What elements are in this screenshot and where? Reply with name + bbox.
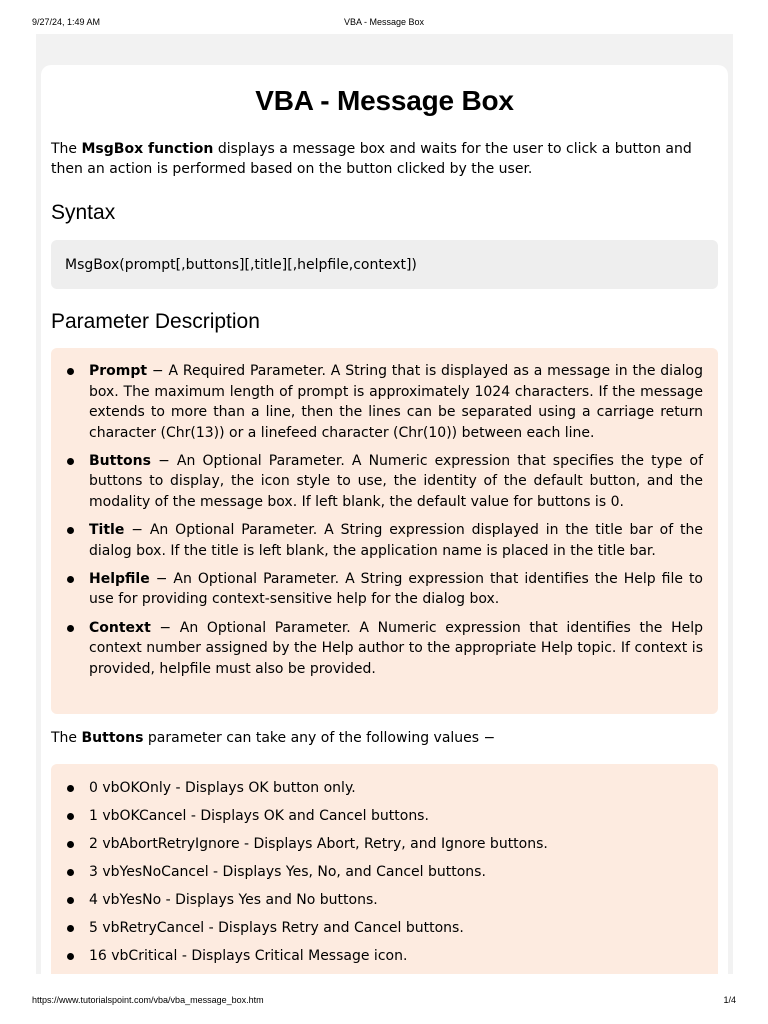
- parameter-item: [89, 618, 703, 680]
- parameter-heading: Parameter Description: [51, 310, 260, 333]
- parameter-item: [89, 361, 703, 443]
- parameter-desc: − An Optional Parameter. A Numeric expression that identifies the Help context number assigned by the Help author to the appropriate Help topic. If context is provided, helpfile must also be provided.: [89, 619, 703, 677]
- bullet-icon: [67, 527, 74, 534]
- button-value-text: 2 vbAbortRetryIgnore - Displays Abort, Retry, and Ignore buttons.: [89, 836, 548, 852]
- bullet-icon: [67, 897, 74, 904]
- parameter-item: [89, 520, 703, 561]
- parameter-list: [89, 361, 703, 679]
- syntax-code: MsgBox(prompt[,buttons][,title][,helpfile,context]): [65, 257, 417, 273]
- intro-bold: MsgBox function: [81, 141, 214, 157]
- print-url: https://www.tutorialspoint.com/vba/vba_message_box.htm: [32, 995, 264, 1005]
- button-value-item: [89, 778, 703, 806]
- button-value-text: 4 vbYesNo - Displays Yes and No buttons.: [89, 892, 378, 908]
- button-values-list: [89, 778, 703, 974]
- button-value-item: [89, 946, 703, 974]
- button-values-box: [51, 764, 718, 974]
- intro-pre: The: [51, 141, 82, 157]
- button-value-item: [89, 918, 703, 946]
- parameter-name: Helpfile: [89, 570, 150, 587]
- page-background: [36, 34, 733, 974]
- article-card: [41, 65, 728, 974]
- buttons-intro-paragraph: [51, 728, 495, 748]
- button-value-item: [89, 834, 703, 862]
- parameter-desc: − A Required Parameter. A String that is displayed as a message in the dialog box. The maximum length of prompt is approximately 1024 characters. If the message extends to more than a line, then the lines can be separated using a carriage return character (Chr(13)) or a linefeed character (Chr(10)) between each line.: [89, 363, 703, 441]
- bullet-icon: [67, 925, 74, 932]
- print-header: [0, 17, 768, 31]
- bullet-icon: [67, 869, 74, 876]
- buttons-intro-pre: The: [51, 730, 82, 746]
- print-title: VBA - Message Box: [343, 17, 425, 27]
- intro-paragraph: [51, 139, 718, 179]
- parameter-name: Buttons: [89, 452, 151, 469]
- button-value-item: [89, 890, 703, 918]
- button-value-text: 1 vbOKCancel - Displays OK and Cancel buttons.: [89, 808, 429, 824]
- button-value-item: [89, 806, 703, 834]
- parameter-name: Title: [89, 522, 125, 539]
- bullet-icon: [67, 953, 74, 960]
- bullet-icon: [67, 785, 74, 792]
- page-title: VBA - Message Box: [255, 85, 514, 116]
- parameter-list-box: [51, 348, 718, 714]
- print-date: 9/27/24, 1:49 AM: [32, 17, 101, 27]
- button-value-item: [89, 862, 703, 890]
- bullet-icon: [67, 368, 74, 375]
- syntax-code-block: [51, 240, 718, 289]
- parameter-item: [89, 569, 703, 610]
- button-value-text: 16 vbCritical - Displays Critical Message icon.: [89, 948, 408, 964]
- parameter-desc: − An Optional Parameter. A String expression that identifies the Help file to use for providing context-sensitive help for the dialog box.: [89, 570, 703, 608]
- parameter-name: Context: [89, 619, 151, 636]
- bullet-icon: [67, 813, 74, 820]
- buttons-intro-post: parameter can take any of the following values −: [143, 730, 496, 746]
- intro-post: displays a message box and waits for the user to click a button and then an action is performed based on the button clicked by the user.: [51, 141, 692, 177]
- bullet-icon: [67, 841, 74, 848]
- buttons-intro-bold: Buttons: [81, 730, 144, 746]
- button-value-text: 5 vbRetryCancel - Displays Retry and Cancel buttons.: [89, 920, 464, 936]
- syntax-heading: Syntax: [51, 201, 116, 224]
- parameter-desc: − An Optional Parameter. A Numeric expression that specifies the type of buttons to display, the icon style to use, the identity of the default button, and the modality of the message box. If left blank, the default value for buttons is 0.: [89, 452, 703, 511]
- print-page-number: 1/4: [723, 995, 736, 1005]
- parameter-desc: − An Optional Parameter. A String expression displayed in the title bar of the dialog box. If the title is left blank, the application name is placed in the title bar.: [89, 522, 703, 559]
- parameter-item: [89, 451, 703, 513]
- bullet-icon: [67, 576, 74, 583]
- bullet-icon: [67, 625, 74, 632]
- button-value-text: 3 vbYesNoCancel - Displays Yes, No, and Cancel buttons.: [89, 864, 486, 880]
- print-footer: [0, 995, 768, 1009]
- bullet-icon: [67, 458, 74, 465]
- button-value-text: 0 vbOKOnly - Displays OK button only.: [89, 780, 356, 796]
- parameter-name: Prompt: [89, 363, 148, 379]
